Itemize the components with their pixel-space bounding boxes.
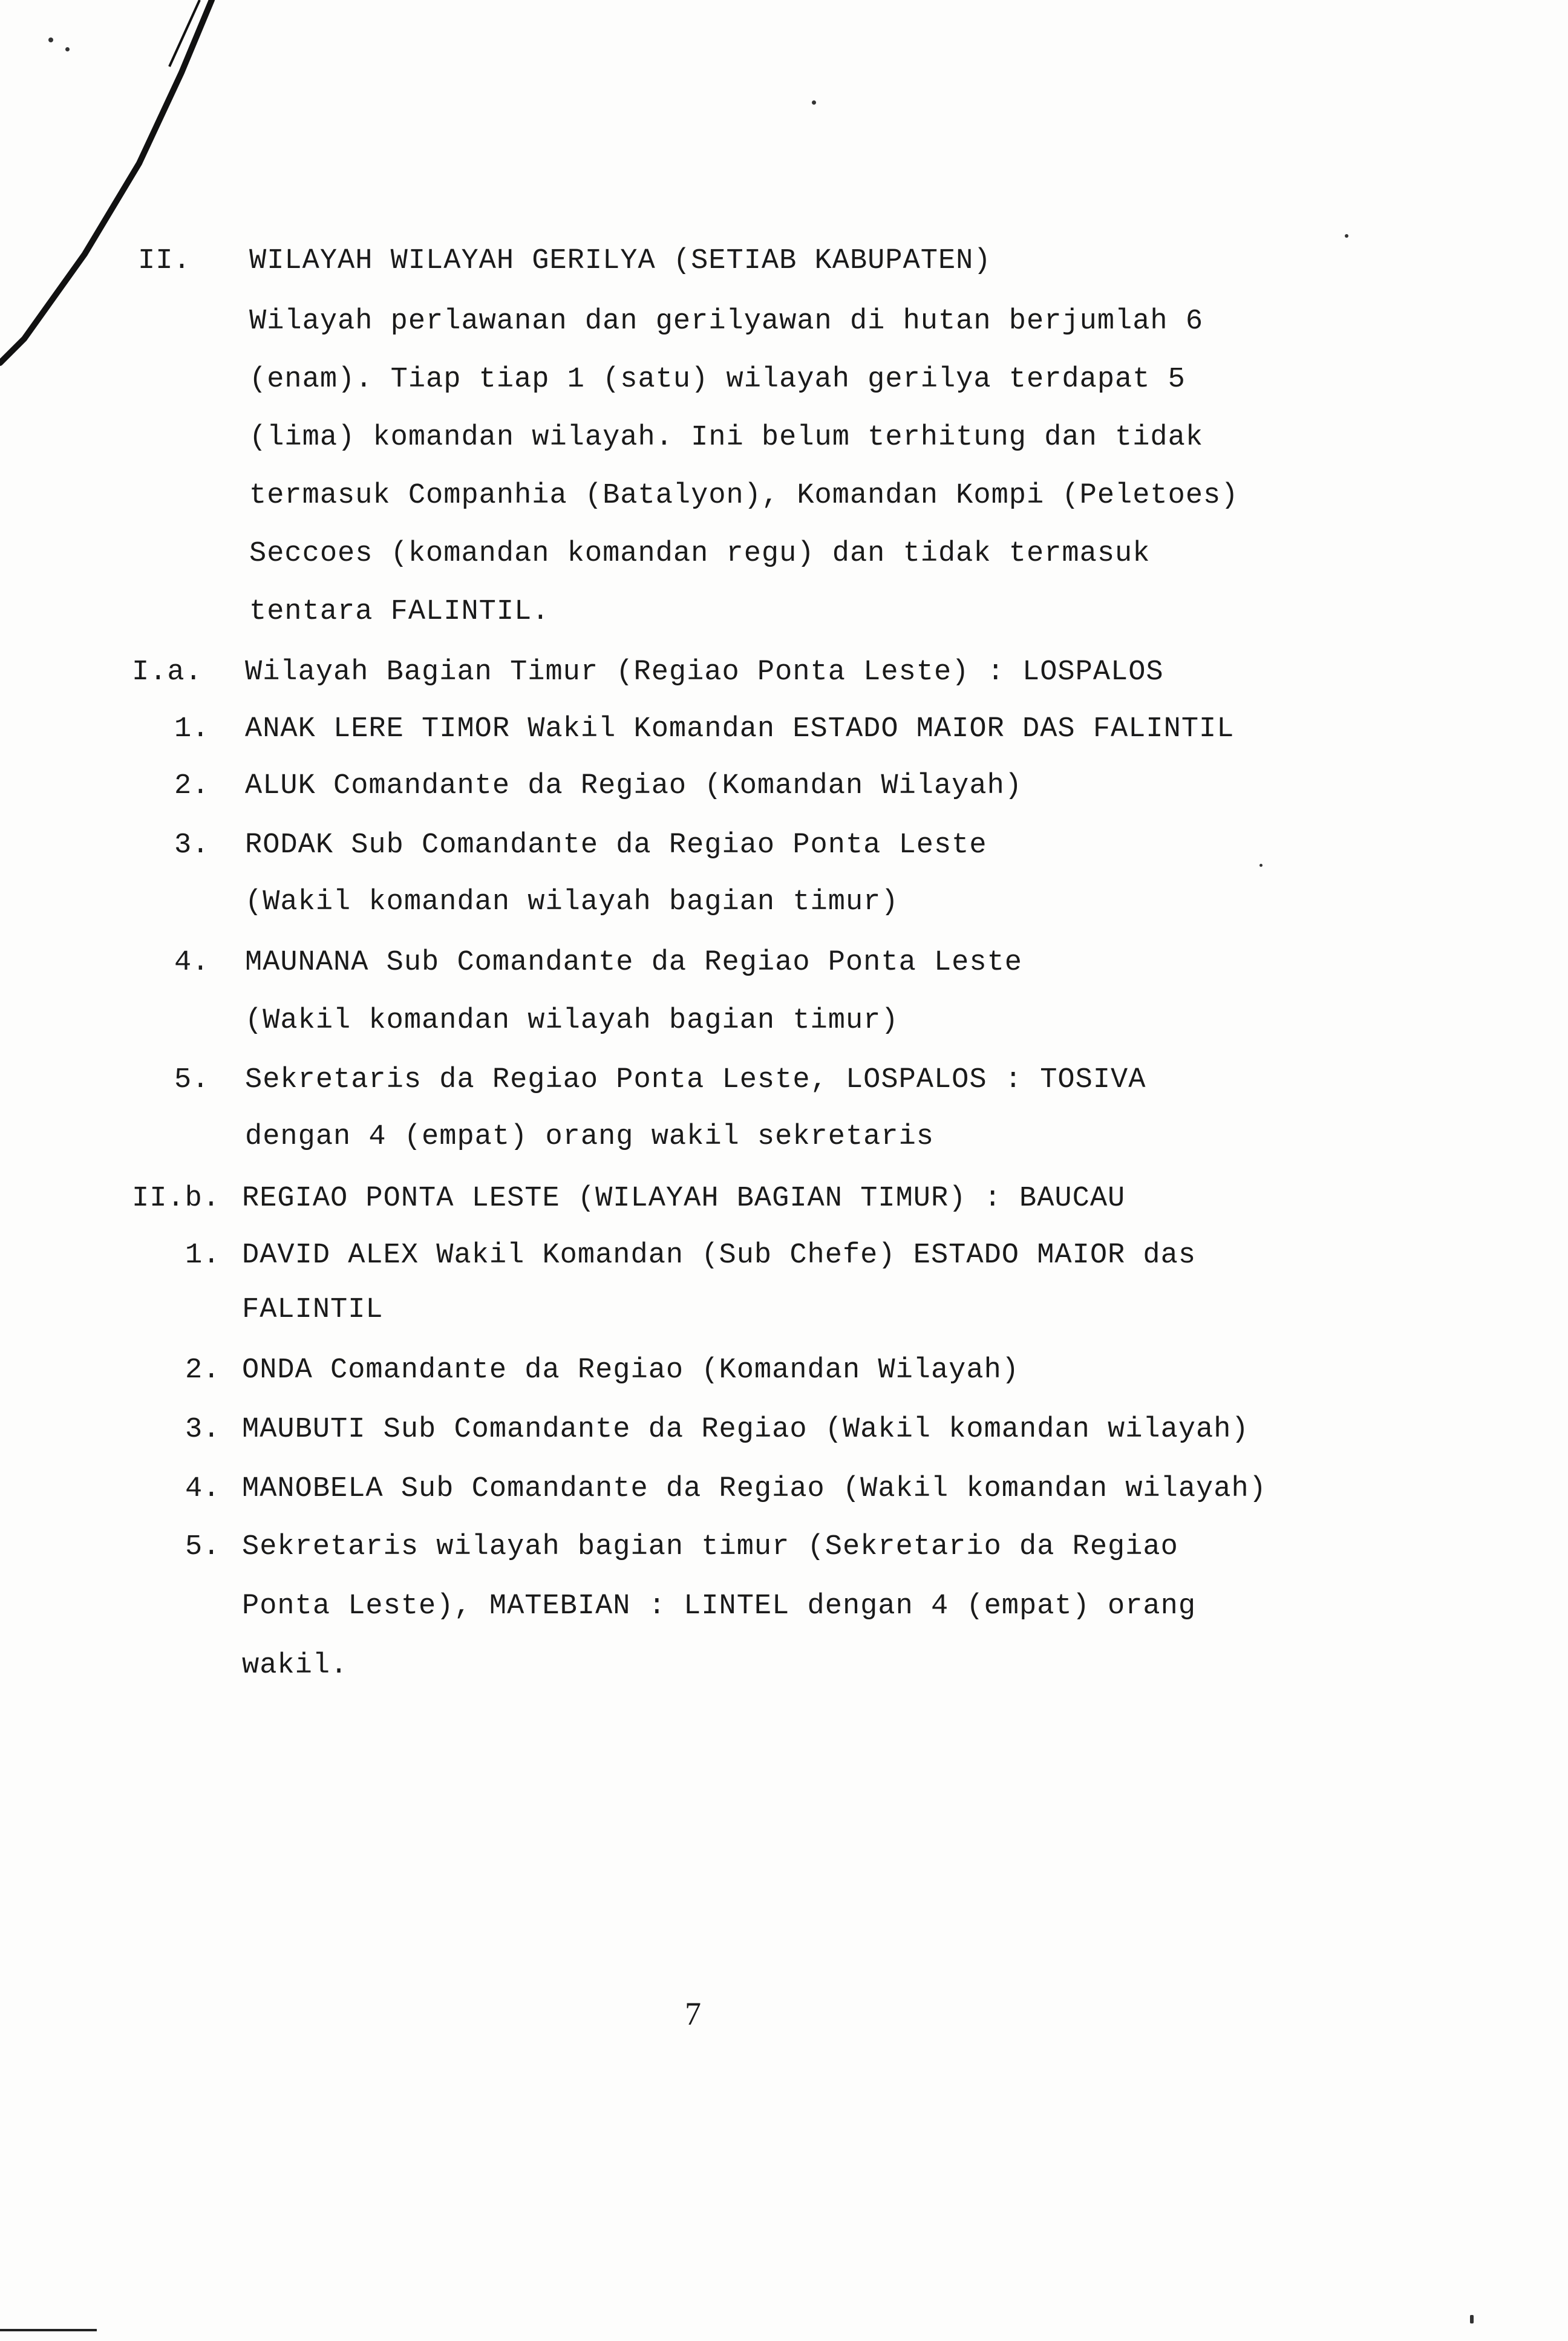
list-item-number: 4. bbox=[174, 947, 210, 979]
list-item-number: 4. bbox=[185, 1473, 221, 1505]
list-item-line: MANOBELA Sub Comandante da Regiao (Wakil komandan wilayah) bbox=[242, 1473, 1267, 1505]
list-item-number: 2. bbox=[185, 1354, 221, 1386]
list-item-number: 5. bbox=[185, 1531, 221, 1563]
section-heading: WILAYAH WILAYAH GERILYA (SETIAB KABUPATEN) bbox=[249, 245, 991, 277]
section-heading: Wilayah Bagian Timur (Regiao Ponta Leste) : LOSPALOS bbox=[245, 656, 1164, 688]
section-number: II. bbox=[138, 245, 191, 277]
list-item-line: ALUK Comandante da Regiao (Komandan Wilayah) bbox=[245, 770, 1023, 802]
list-item-line: ONDA Comandante da Regiao (Komandan Wilayah) bbox=[242, 1354, 1020, 1386]
page-number: 7 bbox=[685, 1996, 702, 2032]
paragraph-line: (lima) komandan wilayah. Ini belum terhitung dan tidak bbox=[249, 422, 1204, 454]
paragraph-line: Wilayah perlawanan dan gerilyawan di hutan berjumlah 6 bbox=[249, 305, 1204, 338]
list-item-line: Ponta Leste), MATEBIAN : LINTEL dengan 4 (empat) orang bbox=[242, 1590, 1197, 1622]
list-item-line: MAUNANA Sub Comandante da Regiao Ponta Leste bbox=[245, 947, 1023, 979]
paragraph-line: termasuk Companhia (Batalyon), Komandan Kompi (Peletoes) bbox=[249, 480, 1239, 512]
scan-speck bbox=[65, 47, 70, 51]
list-item-line: dengan 4 (empat) orang wakil sekretaris bbox=[245, 1121, 934, 1153]
section-heading: REGIAO PONTA LESTE (WILAYAH BAGIAN TIMUR) : BAUCAU bbox=[242, 1183, 1126, 1215]
list-item-number: 1. bbox=[174, 713, 210, 745]
list-item-number: 3. bbox=[174, 829, 210, 861]
paragraph-line: tentara FALINTIL. bbox=[249, 596, 550, 628]
bottom-scan-line bbox=[0, 2329, 97, 2331]
list-item-line: DAVID ALEX Wakil Komandan (Sub Chefe) ESTADO MAIOR das bbox=[242, 1239, 1197, 1272]
list-item-number: 1. bbox=[185, 1239, 221, 1272]
list-item-line: (Wakil komandan wilayah bagian timur) bbox=[245, 1005, 899, 1037]
paragraph-line: Seccoes (komandan komandan regu) dan tidak termasuk bbox=[249, 538, 1151, 570]
scan-speck bbox=[1345, 234, 1348, 238]
list-item-number: 5. bbox=[174, 1064, 210, 1096]
section-number: II.b. bbox=[132, 1183, 221, 1215]
scan-speck bbox=[1259, 864, 1263, 867]
list-item-line: MAUBUTI Sub Comandante da Regiao (Wakil komandan wilayah) bbox=[242, 1414, 1249, 1446]
section-number: I.a. bbox=[132, 656, 203, 688]
scan-speck bbox=[48, 38, 53, 42]
paragraph-line: (enam). Tiap tiap 1 (satu) wilayah gerilya terdapat 5 bbox=[249, 364, 1186, 396]
corner-scan-mark bbox=[0, 0, 242, 387]
list-item-line: ANAK LERE TIMOR Wakil Komandan ESTADO MAIOR DAS FALINTIL bbox=[245, 713, 1235, 745]
list-item-line: RODAK Sub Comandante da Regiao Ponta Leste bbox=[245, 829, 987, 861]
scan-speck bbox=[1470, 2315, 1474, 2323]
list-item-number: 3. bbox=[185, 1414, 221, 1446]
list-item-line: FALINTIL bbox=[242, 1294, 384, 1326]
list-item-line: Sekretaris wilayah bagian timur (Sekretario da Regiao bbox=[242, 1531, 1178, 1563]
list-item-line: wakil. bbox=[242, 1650, 348, 1682]
list-item-line: Sekretaris da Regiao Ponta Leste, LOSPALOS : TOSIVA bbox=[245, 1064, 1146, 1096]
list-item-number: 2. bbox=[174, 770, 210, 802]
scan-speck bbox=[812, 100, 816, 105]
list-item-line: (Wakil komandan wilayah bagian timur) bbox=[245, 886, 899, 918]
